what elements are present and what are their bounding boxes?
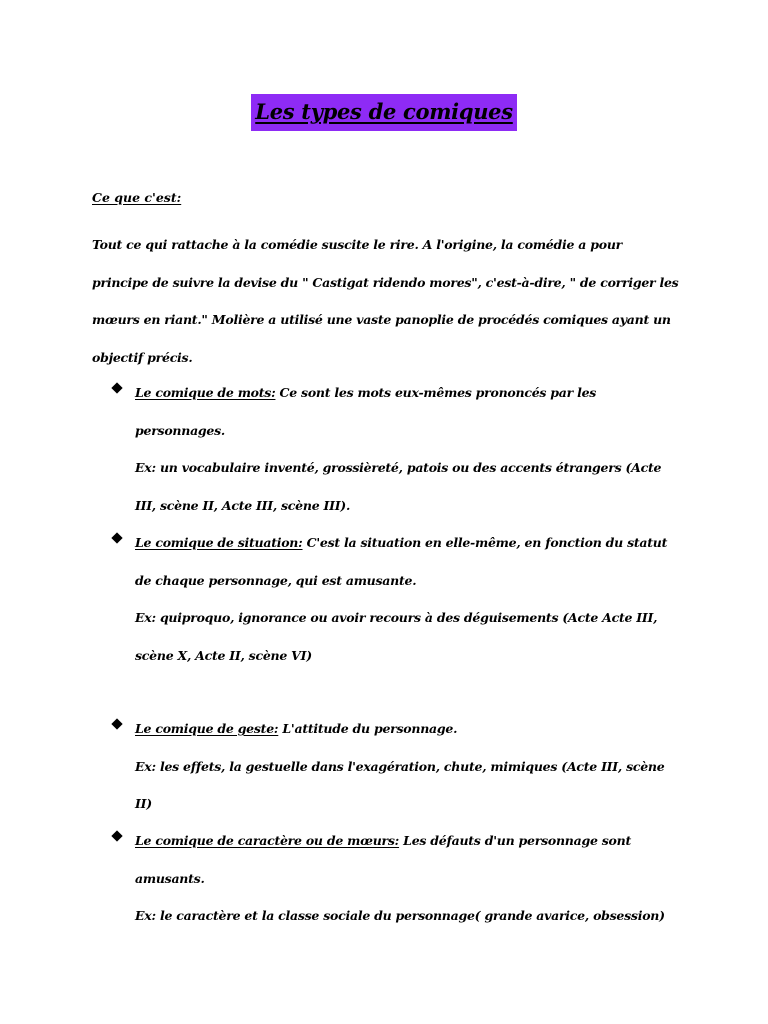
diamond-bullet-icon	[111, 718, 122, 729]
item-label: Le comique de geste:	[135, 721, 279, 736]
intro-heading: Ce que c'est:	[92, 190, 182, 205]
list-item-body	[135, 374, 680, 524]
item-example: Ex: le caractère et la classe sociale du personnage( grande avarice, obsession)	[135, 908, 665, 923]
list-item-body	[135, 524, 680, 674]
diamond-bullet-icon	[111, 830, 122, 841]
item-description: Ce sont les mots eux-mêmes prononcés par les personnages.	[135, 385, 597, 438]
item-description: C'est la situation en elle-même, en fonction du statut de chaque personnage, qui est amusante.	[135, 535, 668, 588]
title-container	[0, 94, 768, 131]
item-example: Ex: quiproquo, ignorance ou avoir recours à des déguisements (Acte Acte III, scène X, Acte II, scène VI)	[135, 610, 658, 663]
diamond-bullet-icon	[111, 382, 122, 393]
item-label: Le comique de caractère ou de mœurs:	[135, 833, 400, 848]
intro-paragraph: Tout ce qui rattache à la comédie suscite le rire. A l'origine, la comédie a pour principe de suivre la devise du " Castigat ridendo mores", c'est-à-dire, " de corriger les mœurs en riant." Molière a utilisé une vaste panoplie de procédés comiques ayant un objectif précis.	[92, 237, 679, 365]
diamond-bullet-icon	[111, 532, 122, 543]
item-description: L'attitude du personnage.	[278, 721, 458, 736]
item-example: Ex: les effets, la gestuelle dans l'exagération, chute, mimiques (Acte III, scène II)	[135, 758, 665, 811]
item-label: Le comique de mots:	[135, 385, 276, 400]
list-item-body	[135, 822, 680, 935]
list-item-body	[135, 710, 680, 823]
item-description: Les défauts d'un personnage sont amusants.	[135, 833, 632, 886]
item-example: Ex: un vocabulaire inventé, grossièreté, patois ou des accents étrangers (Acte III, scène II, Acte III, scène III).	[135, 460, 662, 513]
page-title: Les types de comiques	[251, 94, 517, 131]
item-label: Le comique de situation:	[135, 535, 303, 550]
